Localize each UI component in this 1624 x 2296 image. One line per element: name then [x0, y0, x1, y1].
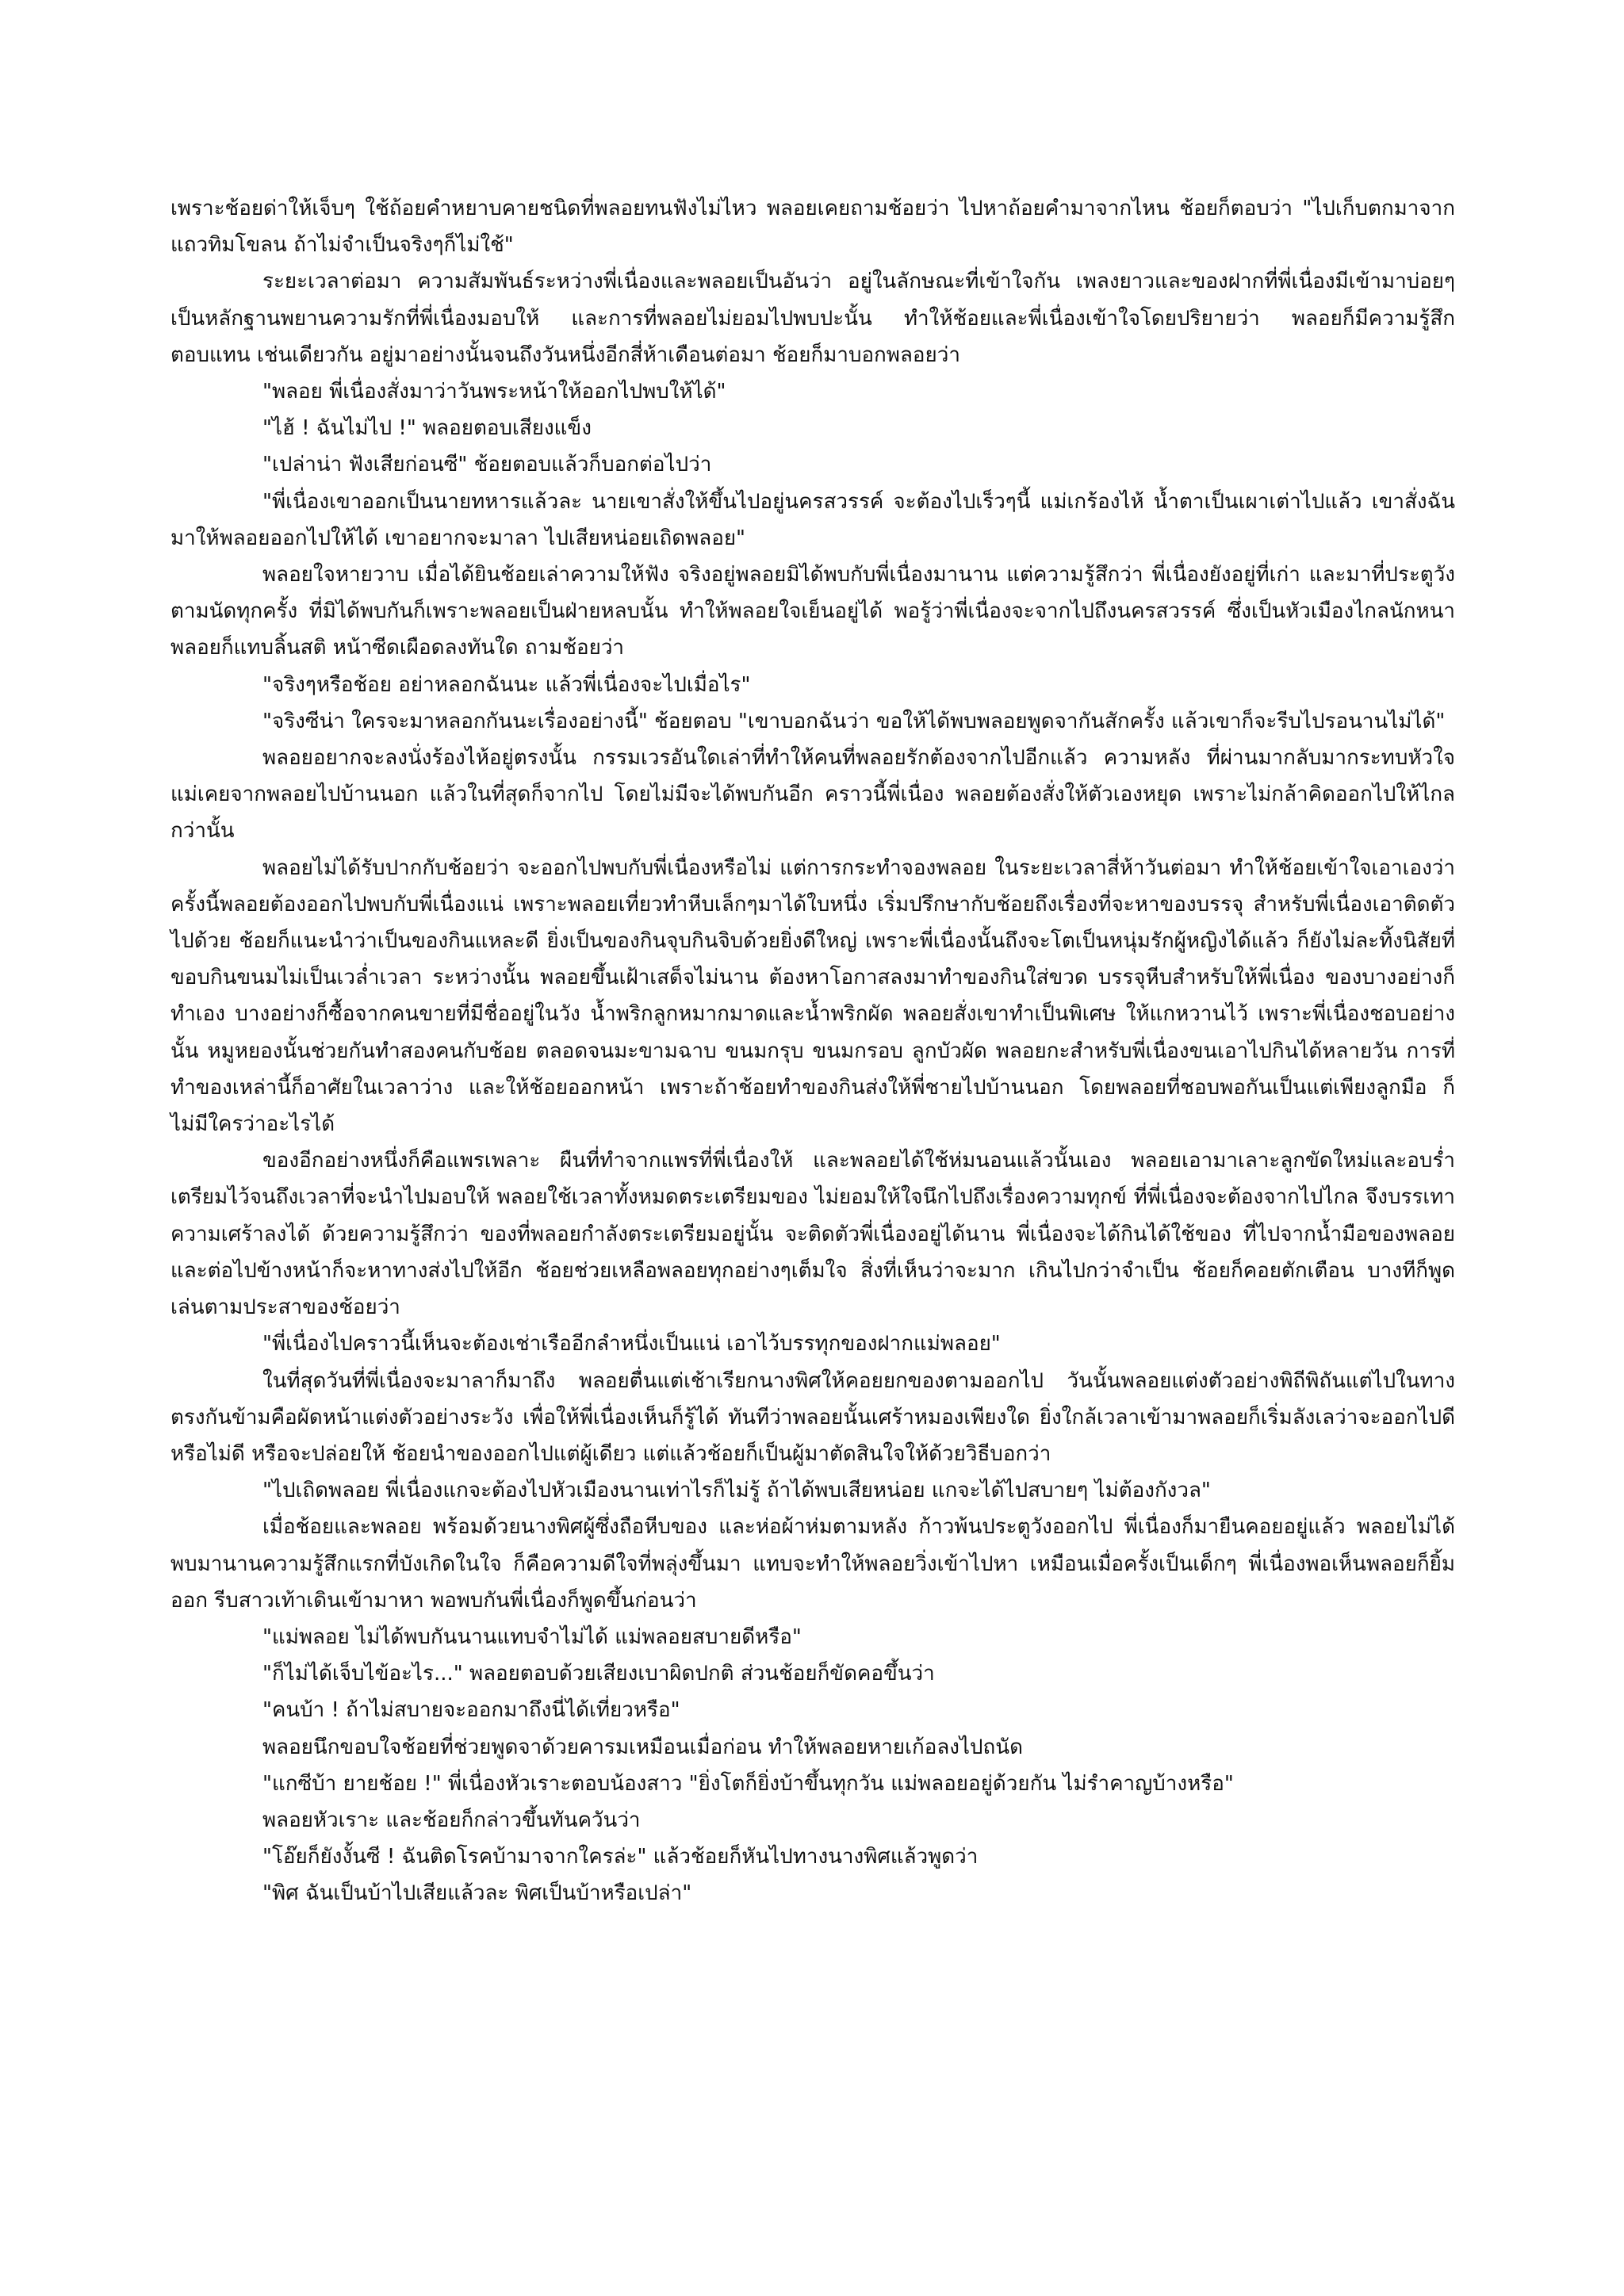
paragraph: เพราะช้อยด่าให้เจ็บๆ ใช้ถ้อยคำหยาบคายชนิดที่พลอยทนฟังไม่ไหว พลอยเคยถามช้อยว่า ไปหาถ้อยคำมาจากไหน ช้อยก็ตอบว่า "ไปเก็บตกมาจากแถวทิมโขลน ถ้าไม่จำเป็นจริงๆก็ไม่ใช้" [170, 197, 1455, 258]
dialogue-line: "แกซีบ้า ยายช้อย !" พี่เนื่องหัวเราะตอบน้องสาว "ยิ่งโตก็ยิ่งบ้าขึ้นทุกวัน แม่พลอยอยู่ด้วยกัน ไม่รำคาญบ้างหรือ" [262, 1771, 1234, 1796]
body-text [170, 190, 1455, 1912]
paragraph: พลอยไม่ได้รับปากกับช้อยว่า จะออกไปพบกับพี่เนื่องหรือไม่ แต่การกระทำจองพลอย ในระยะเวลาสี่ห้าวันต่อมา ทำให้ช้อยเข้าใจเอาเองว่า ครั้งนี้พลอยต้องออกไปพบกับพี่เนื่องแน่ เพราะพลอยเที่ยวทำหีบเล็กๆมาได้ใบหนึ่ง เริ่มปรึกษากับช้อยถึงเรื่องที่จะหาของบรรจุ สำหรับพี่เนื่องเอาติดตัวไปด้วย ช้อยก็แนะนำว่าเป็นของกินแหละดี ยิ่งเป็นของกินจุบกินจิบด้วยยิ่งดีใหญ่ เพราะพี่เนื่องนั้นถึงจะโตเป็นหนุ่มรักผู้หญิงได้แล้ว ก็ยังไม่ละทิ้งนิสัยที่ขอบกินขนมไม่เป็นเวล่ำเวลา ระหว่างนั้น พลอยขึ้นเฝ้าเสด็จไม่นาน ต้องหาโอกาสลงมาทำของกินใส่ขวด บรรจุหีบสำหรับให้พี่เนื่อง ของบางอย่างก็ทำเอง บางอย่างก็ซื้อจากคนขายที่มีชื่ออยู่ในวัง น้ำพริกลูกหมากมาดและน้ำพริกผัด พลอยสั่งเขาทำเป็นพิเศษ ให้แกหวานไว้ เพราะพี่เนื่องชอบอย่างนั้น หมูหยองนั้นช่วยกันทำสองคนกับช้อย ตลอดจนมะขามฉาบ ขนมกรุบ ขนมกรอบ ลูกบัวผัด พลอยกะสำหรับพี่เนื่องขนเอาไปกินได้หลายวัน การที่ทำของเหล่านี้ก็อาศัยในเวลาว่าง และให้ช้อยออกหน้า เพราะถ้าช้อยทำของกินส่งให้พี่ชายไปบ้านนอก โดยพลอยที่ชอบพอกันเป็นแต่เพียงลูกมือ ก็ไม่มีใครว่าอะไรได้ [170, 855, 1455, 1137]
dialogue-line: "พิศ ฉันเป็นบ้าไปเสียแล้วละ พิศเป็นบ้าหรือเปล่า" [262, 1881, 692, 1906]
paragraph: "พี่เนื่องเขาออกเป็นนายทหารแล้วละ นายเขาสั่งให้ขึ้นไปอยู่นครสวรรค์ จะต้องไปเร็วๆนี้ แม่เกร้องไห้ น้ำตาเป็นเผาเต่าไปแล้ว เขาสั่งฉันมาให้พลอยออกไปให้ได้ เขาอยากจะมาลา ไปเสียหน่อยเถิดพลอย" [170, 489, 1455, 550]
paragraph: ในที่สุดวันที่พี่เนื่องจะมาลาก็มาถึง พลอยตื่นแต่เช้าเรียกนางพิศให้คอยยกของตามออกไป วันนั้นพลอยแต่งตัวอย่างพิถีพิถันแต่ไปในทางตรงกันข้ามคือผัดหน้าแต่งตัวอย่างระวัง เพื่อให้พี่เนื่องเห็นก็รู้ได้ ทันทีว่าพลอยนั้นเศร้าหมองเพียงใด ยิ่งใกล้เวลาเข้ามาพลอยก็เริ่มลังเลว่าจะออกไปดีหรือไม่ดี หรือจะปล่อยให้ ช้อยนำของออกไปแต่ผู้เดียว แต่แล้วช้อยก็เป็นผู้มาตัดสินใจให้ด้วยวิธีบอกว่า [170, 1368, 1455, 1466]
dialogue-line: พลอยหัวเราะ และช้อยก็กล่าวขึ้นทันควันว่า [262, 1808, 641, 1832]
dialogue-line: "ไฮ้ ! ฉันไม่ไป !" พลอยตอบเสียงแข็ง [262, 416, 592, 441]
paragraph: เมื่อช้อยและพลอย พร้อมด้วยนางพิศผู้ซึ่งถือหีบของ และห่อผ้าห่มตามหลัง ก้าวพ้นประตูวังออกไป พี่เนื่องก็มายืนคอยอยู่แล้ว พลอยไม่ได้พบมานานความรู้สึกแรกที่บังเกิดในใจ ก็คือความดีใจที่พลุ่งขึ้นมา แทบจะทำให้พลอยวิ่งเข้าไปหา เหมือนเมื่อครั้งเป็นเด็กๆ พี่เนื่องพอเห็นพลอยก็ยิ้มออก รีบสาวเท้าเดินเข้ามาหา พอพบกันพี่เนื่องก็พูดขึ้นก่อนว่า [170, 1515, 1455, 1613]
dialogue-line: "คนบ้า ! ถ้าไม่สบายจะออกมาถึงนี่ได้เที่ยวหรือ" [262, 1698, 680, 1723]
dialogue-line: "พี่เนื่องไปคราวนี้เห็นจะต้องเช่าเรืออีกลำหนึ่งเป็นแน่ เอาไว้บรรทุกของฝากแม่พลอย" [262, 1332, 1001, 1357]
paragraph: พลอยใจหายวาบ เมื่อได้ยินช้อยเล่าความให้ฟัง จริงอยู่พลอยมิได้พบกับพี่เนื่องมานาน แต่ความรู้สึกว่า พี่เนื่องยังอยู่ที่เก่า และมาที่ประตูวังตามนัดทุกครั้ง ที่มิได้พบกันก็เพราะพลอยเป็นฝ่ายหลบนั้น ทำให้พลอยใจเย็นอยู่ได้ พอรู้ว่าพี่เนื่องจะจากไปถึงนครสวรรค์ ซึ่งเป็นหัวเมืองไกลนักหนา พลอยก็แทบลิ้นสติ หน้าซีดเผือดลงทันใด ถามช้อยว่า [170, 563, 1455, 660]
dialogue-line: "พลอย พี่เนื่องสั่งมาว่าวันพระหน้าให้ออกไปพบให้ได้" [262, 380, 726, 404]
dialogue-line: "จริงๆหรือช้อย อย่าหลอกฉันนะ แล้วพี่เนื่องจะไปเมื่อไร" [262, 672, 751, 697]
dialogue-line: "เปล่าน่า ฟังเสียก่อนซี" ช้อยตอบแล้วก็บอกต่อไปว่า [262, 453, 712, 477]
dialogue-line: "แม่พลอย ไม่ได้พบกันนานแทบจำไม่ได้ แม่พลอยสบายดีหรือ" [262, 1624, 802, 1649]
dialogue-line: "ก็ไม่ได้เจ็บไข้อะไร..." พลอยตอบด้วยเสียงเบาผิดปกติ ส่วนช้อยก็ขัดคอขึ้นว่า [262, 1662, 935, 1686]
dialogue-line: "โอ๊ยก็ยังงั้นซี ! ฉันติดโรคบ้ามาจากใครล่ะ" แล้วช้อยก็หันไปทางนางพิศแล้วพูดว่า [262, 1845, 979, 1869]
paragraph: ของอีกอย่างหนึ่งก็คือแพรเพลาะ ผืนที่ทำจากแพรที่พี่เนื่องให้ และพลอยได้ใช้ห่มนอนแล้วนั้นเอง พลอยเอามาเลาะลูกขัดใหม่และอบร่ำเตรียมไว้จนถึงเวลาที่จะนำไปมอบให้ พลอยใช้เวลาทั้งหมดตระเตรียมของ ไม่ยอมให้ใจนึกไปถึงเรื่องความทุกข์ ที่พี่เนื่องจะต้องจากไปไกล จึงบรรเทาความเศร้าลงได้ ด้วยความรู้สึกว่า ของที่พลอยกำลังตระเตรียมอยู่นั้น จะติดตัวพี่เนื่องอยู่ได้นาน พี่เนื่องจะได้กินได้ใช้ของ ที่ไปจากน้ำมือของพลอย และต่อไปข้างหน้าก็จะหาทางส่งไปให้อีก ช้อยช่วยเหลือพลอยทุกอย่างๆเต็มใจ สิ่งที่เห็นว่าจะมาก เกินไปกว่าจำเป็น ช้อยก็คอยตักเตือน บางทีก็พูดเล่นตามประสาของช้อยว่า [170, 1149, 1455, 1320]
paragraph: "จริงซีน่า ใครจะมาหลอกกันนะเรื่องอย่างนี้" ช้อยตอบ "เขาบอกฉันว่า ขอให้ได้พบพลอยพูดจากันสักครั้ง แล้วเขาก็จะรีบไปรอนานไม่ได้" [262, 709, 1446, 733]
dialogue-line: "ไปเถิดพลอย พี่เนื่องแกจะต้องไปหัวเมืองนานเท่าไรก็ไม่รู้ ถ้าได้พบเสียหน่อย แกจะได้ไปสบายๆ ไม่ต้องกังวล" [262, 1479, 1211, 1503]
paragraph: ระยะเวลาต่อมา ความสัมพันธ์ระหว่างพี่เนื่องและพลอยเป็นอันว่า อยู่ในลักษณะที่เข้าใจกัน เพลงยาวและของฝากที่พี่เนื่องมีเข้ามาบ่อยๆ เป็นหลักฐานพยานความรักที่พี่เนื่องมอบให้ และการที่พลอยไม่ยอมไปพบปะนั้น ทำให้ช้อยและพี่เนื่องเข้าใจโดยปริยายว่า พลอยก็มีความรู้สึกตอบแทน เช่นเดียวกัน อยู่มาอย่างนั้นจนถึงวันหนึ่งอีกสี่ห้าเดือนต่อมา ช้อยก็มาบอกพลอยว่า [170, 270, 1455, 367]
dialogue-line: พลอยนึกขอบใจช้อยที่ช่วยพูดจาด้วยคารมเหมือนเมื่อก่อน ทำให้พลอยหายเก้อลงไปถนัด [262, 1735, 1023, 1759]
paragraph: พลอยอยากจะลงนั่งร้องไห้อยู่ตรงนั้น กรรมเวรอันใดเล่าที่ทำให้คนที่พลอยรักต้องจากไปอีกแล้ว ความหลัง ที่ผ่านมากลับมากระทบหัวใจ แม่เคยจากพลอยไปบ้านนอก แล้วในที่สุดก็จากไป โดยไม่มีจะได้พบกันอีก คราวนี้พี่เนื่อง พลอยต้องสั่งให้ตัวเองหยุด เพราะไม่กล้าคิดออกไปให้ไกลกว่านั้น [170, 746, 1455, 844]
